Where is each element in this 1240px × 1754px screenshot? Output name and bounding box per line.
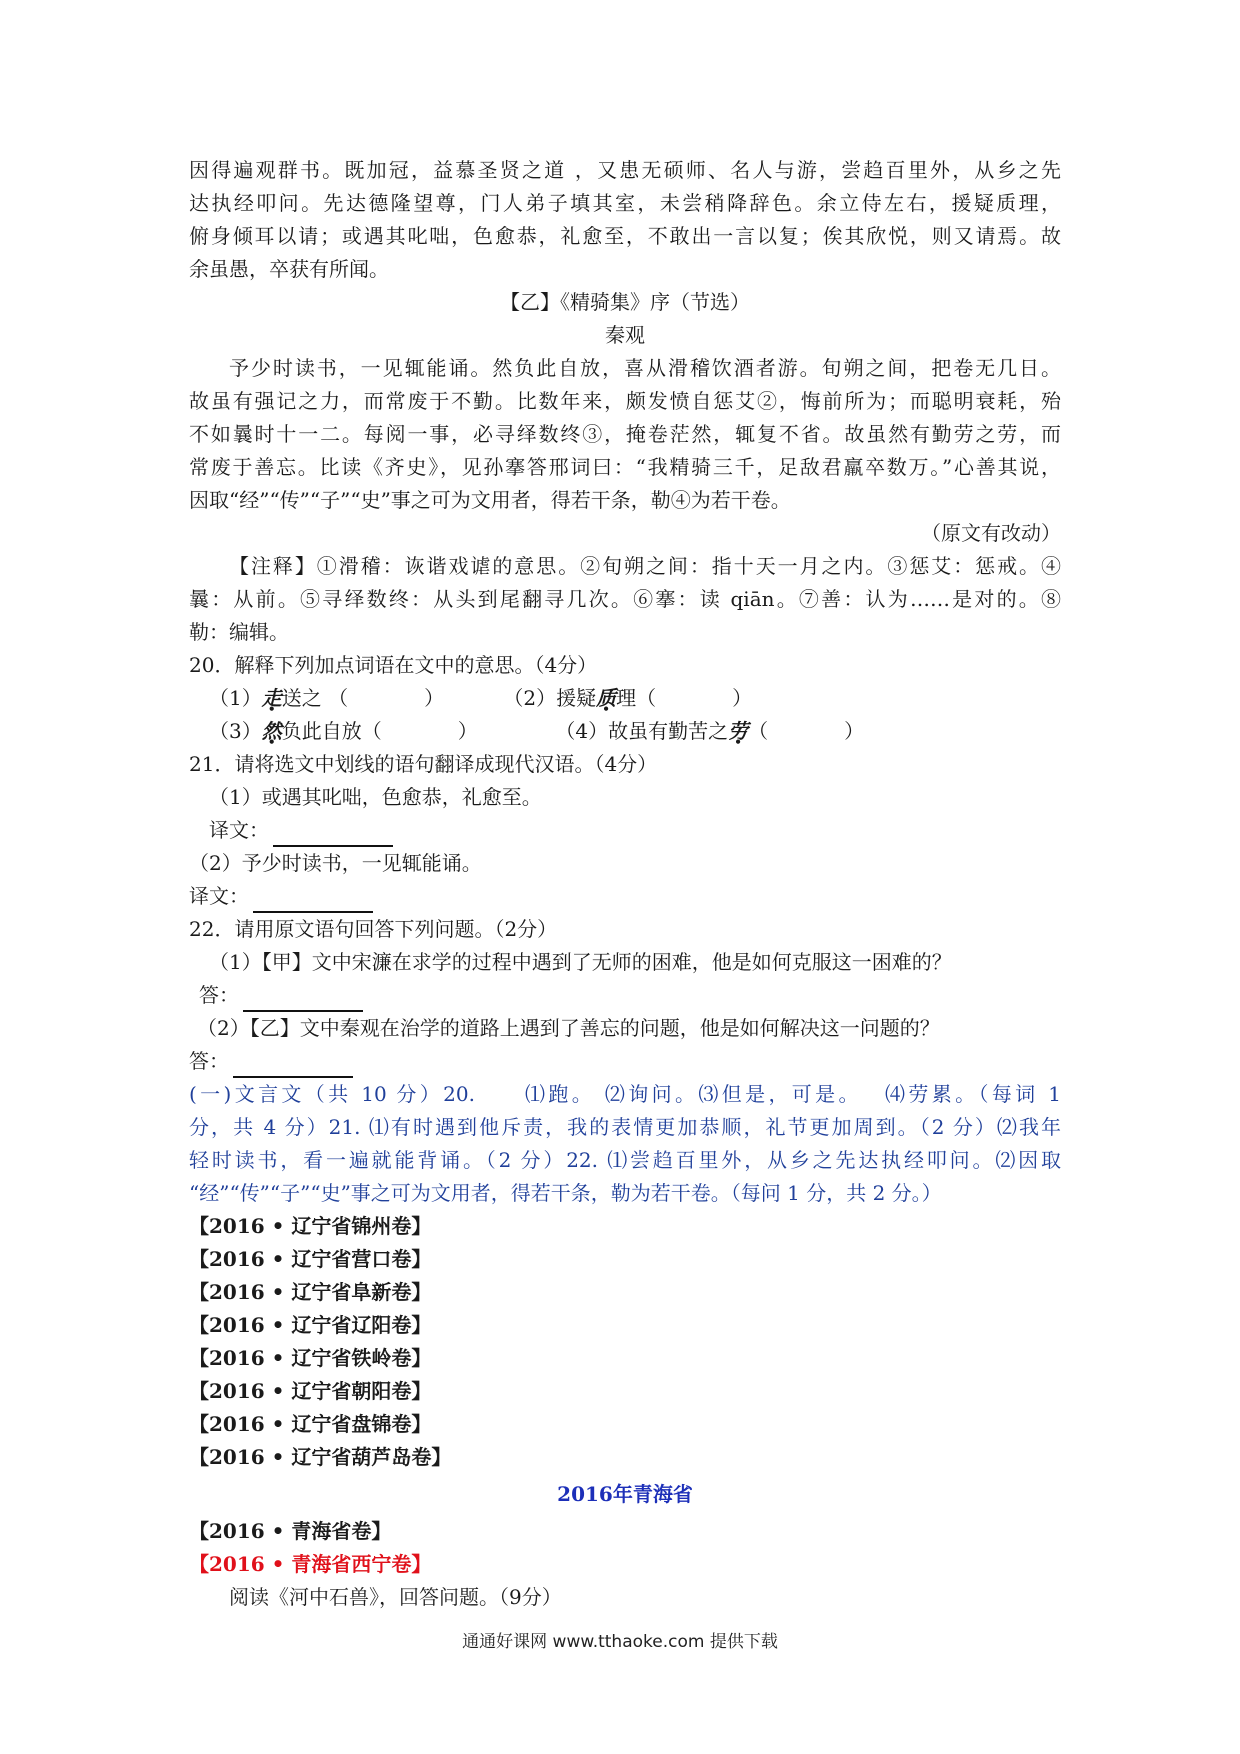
passage-jia-tail (189, 154, 1061, 286)
item-text: 送之 （ (281, 686, 349, 710)
paper-heading: 【2016 • 辽宁省辽阳卷】 (189, 1313, 432, 1337)
note-line: 勒：编辑。 (189, 620, 289, 644)
answer-line: (一)文言文（共 10 分）20. ⑴跑。 ⑵询问。⑶但是，可是。 ⑷劳累。（每词 1 (189, 1082, 1061, 1106)
item-text: 负此自放（ (281, 719, 382, 743)
item-text: （ (748, 719, 769, 743)
province-heading: 2016年青海省 (557, 1482, 693, 1506)
page-footer: 通通好课网 www.tthaoke.com 提供下载 (462, 1632, 778, 1652)
answer-line: 轻时读书，看一遍就能背诵。（2 分）22. ⑴尝趋百里外，从乡之先达执经叩问。⑵因取 (189, 1148, 1061, 1172)
paper-heading: 【2016 • 辽宁省锦州卷】 (189, 1214, 432, 1238)
passage-yi-title: 【乙】《精骑集》序（节选） (500, 290, 750, 314)
item-prefix: （2）援疑 (503, 686, 597, 710)
answer-key (189, 1078, 1061, 1210)
answer-blank[interactable] (253, 889, 373, 913)
item-prefix: （4）故虽有勤苦之 (555, 719, 729, 743)
question-title: 20．解释下列加点词语在文中的意思。（4分） (189, 653, 598, 677)
paper-heading: 【2016 • 青海省卷】 (189, 1519, 392, 1543)
item-1 (209, 682, 497, 715)
passage-line: 常废于善忘。比读《齐史》，见孙搴答邢词曰：“我精骑三千，足敌君羸卒数万。”心善其说， (189, 455, 1061, 479)
answer-blank[interactable] (243, 988, 363, 1012)
item-close: ） (844, 719, 865, 743)
question-items-row (189, 682, 1061, 715)
paper-heading: 【2016 • 辽宁省阜新卷】 (189, 1280, 432, 1304)
dotted-word: 劳 (728, 719, 749, 743)
dotted-word: 质 (596, 686, 617, 710)
item-close: ） (424, 686, 445, 710)
question-title: 21．请将选文中划线的语句翻译成现代汉语。（4分） (189, 752, 658, 776)
passage-line: 俯身倾耳以请；或遇其叱咄，色愈恭，礼愈至，不敢出一言以复；俟其欣悦，则又请焉。故 (189, 224, 1061, 248)
paper-heading-highlight: 【2016 • 青海省西宁卷】 (189, 1552, 432, 1576)
passage-line: 予少时读书，一见辄能诵。然负此自放，喜从滑稽饮酒者游。旬朔之间，把卷无几日。 (229, 356, 1061, 380)
answer-label: 译文： (189, 884, 249, 908)
source-note: （原文有改动） (921, 521, 1061, 545)
translation-1 (189, 814, 1061, 847)
dotted-word: 走 (261, 686, 282, 710)
item-3 (209, 715, 549, 748)
sub-question-2: （2）【乙】文中秦观在治学的道路上遇到了善忘的问题，他是如何解决这一问题的？ (197, 1016, 940, 1040)
reading-task: 阅读《河中石兽》，回答问题。（9分） (229, 1585, 562, 1609)
answer-line: 分，共 4 分）21. ⑴有时遇到他斥责，我的表情更加恭顺，礼节更加周到。（2 分）⑵我年 (189, 1115, 1061, 1139)
item-2 (503, 686, 752, 710)
question-20 (189, 649, 1061, 748)
passage-yi-author: 秦观 (605, 323, 645, 347)
passage-line: 达执经叩问。先达德隆望尊，门人弟子填其室，未尝稍降辞色。余立侍左右，援疑质理， (189, 191, 1061, 215)
answer-blank[interactable] (273, 823, 393, 847)
paper-heading: 【2016 • 辽宁省朝阳卷】 (189, 1379, 432, 1403)
sentence-2: （2）予少时读书，一见辄能诵。 (189, 851, 482, 875)
answer-2 (189, 1045, 1061, 1078)
paper-heading: 【2016 • 辽宁省盘锦卷】 (189, 1412, 432, 1436)
answer-blank[interactable] (233, 1054, 353, 1078)
paper-heading: 【2016 • 辽宁省葫芦岛卷】 (189, 1445, 452, 1469)
item-prefix: （3） (209, 719, 262, 743)
answer-line: “经”“传”“子”“史”事之可为文用者，得若干条，勒为若干卷。（每问 1 分，共 2 分。） (189, 1181, 942, 1205)
item-prefix: （1） (209, 686, 262, 710)
page-content (189, 154, 1061, 1614)
passage-line: 余虽愚，卒获有所闻。 (189, 257, 389, 281)
sentence-1: （1）或遇其叱咄，色愈恭，礼愈至。 (209, 785, 542, 809)
note-line: 【注释】①滑稽：诙谐戏谑的意思。②旬朔之间：指十天一月之内。③惩艾：惩戒。④ (229, 554, 1061, 578)
annotations (189, 550, 1061, 649)
item-close: ） (732, 686, 753, 710)
passage-line: 因取“经”“传”“子”“史”事之可为文用者，得若干条，勒④为若干卷。 (189, 488, 791, 512)
question-items-row (189, 715, 1061, 748)
item-close: ） (457, 719, 478, 743)
passage-yi-body (189, 352, 1061, 517)
passage-line: 故虽有强记之力，而常废于不勤。比数年来，颇发愤自惩艾②，悔前所为；而聪明衰耗，殆 (189, 389, 1061, 413)
translation-2 (189, 880, 1061, 913)
item-text: 理（ (616, 686, 657, 710)
passage-line: 不如曩时十一二。每阅一事，必寻绎数终③，掩卷茫然，辄复不省。故虽然有勤劳之劳，而 (189, 422, 1061, 446)
dotted-word: 然 (261, 719, 282, 743)
paper-heading: 【2016 • 辽宁省营口卷】 (189, 1247, 432, 1271)
paper-heading: 【2016 • 辽宁省铁岭卷】 (189, 1346, 432, 1370)
question-title: 22．请用原文语句回答下列问题。（2分） (189, 917, 558, 941)
sub-question-1: （1）【甲】文中宋濂在求学的过程中遇到了无师的困难，他是如何克服这一困难的？ (209, 950, 952, 974)
question-22 (189, 913, 1061, 1078)
liaoning-paper-list (189, 1210, 1061, 1474)
question-21 (189, 748, 1061, 913)
answer-label: 译文： (209, 818, 269, 842)
passage-line: 因得遍观群书。既加冠，益慕圣贤之道 ，又患无硕师、名人与游，尝趋百里外，从乡之先 (189, 158, 1061, 182)
answer-1 (189, 979, 1061, 1012)
answer-label: 答： (199, 983, 239, 1007)
answer-label: 答： (189, 1049, 229, 1073)
note-line: 曩：从前。⑤寻绎数终：从头到尾翻寻几次。⑥搴：读 qiān。⑦善：认为……是对的。⑧ (189, 587, 1061, 611)
